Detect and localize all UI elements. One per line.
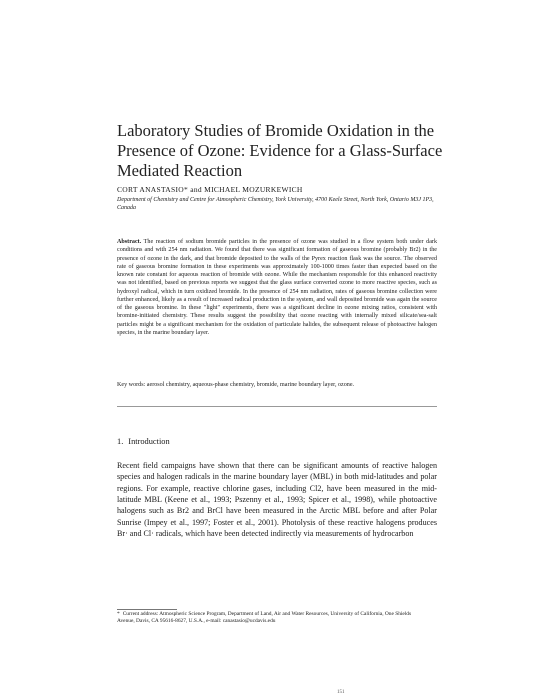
keywords (117, 381, 437, 389)
keywords-text: aerosol chemistry, aqueous-phase chemistry, bromide, marine boundary layer, ozone. (146, 382, 355, 388)
page-number: 151 (337, 690, 345, 695)
section-heading (117, 437, 437, 447)
section-title: Introduction (128, 437, 170, 446)
section-number: 1. (117, 437, 124, 446)
introduction-text: Recent field campaigns have shown that there can be significant amounts of reactive halogen species and halogen radicals in the marine boundary layer (MBL) in both mid-latitudes and polar regions. For example, reactive chlorine gases, including Cl2, have been measured in the mid-latitude MBL (Keene et al., 1993; Pszenny et al., 1993; Spicer et al., 1998), while photoactive halogens such as Br2 and BrCl have been measured in the Arctic MBL before and after Polar Sunrise (Impey et al., 1997; Foster et al., 2001). Photolysis of these reactive halogens produces Br· and Cl· radicals, which have been detected indirectly via measurements of hydrocarbon (117, 461, 437, 539)
abstract-text: The reaction of sodium bromide particles in the presence of ozone was studied in a flow system both under dark conditions and with 254 nm radiation. We found that there was significant formation of gaseous bromine (probably Br2) in the presence of ozone in the dark, and that bromide deposited to the walls of the Pyrex reaction flask was the source. The observed rate of gaseous bromine formation in these experiments was approximately 100-1000 times faster than expected based on the known rate constant for aqueous reaction of bromide with ozone. While the mechanism responsible for this enhanced reactivity was not identified, based on previous reports we suggest that the glass surface converted ozone to more reactive species, such as hydroxyl radical, which in turn oxidized bromide. In the presence of 254 nm radiation, rates of gaseous bromine collection were further enhanced, likely as a result of increased radical production in the system, and wall deposited bromide was again the source of the gaseous bromine. In these "light" experiments, there was a significant decline in ozone mixing ratios, consistent with bromine-initiated chemistry. These results suggest the possibility that ozone reacting with internally mixed silicate/sea-salt particles might be a significant mechanism for the oxidation of particulate halides, the subsequent release of photoactive halogen species, in the marine boundary layer. (117, 239, 437, 336)
footnote-text: Current address: Atmospheric Science Program, Department of Land, Air and Water Resources, University of California, One Shields Avenue, Davis, CA 95616-8627, U.S.A., e-mail: canastasio@ucdavis.edu (117, 611, 412, 625)
author-list: CORT ANASTASIO* and MICHAEL MOZURKEWICH (117, 185, 303, 194)
paper-title: Laboratory Studies of Bromide Oxidation in the Presence of Ozone: Evidence for a Glass-Surface Mediated Reaction (117, 121, 443, 180)
footnote (117, 611, 427, 626)
abstract (117, 238, 437, 337)
keywords-label: Key words: (117, 382, 146, 388)
section-divider (117, 406, 437, 407)
author-affiliation: Department of Chemistry and Centre for Atmospheric Chemistry, York University, 4700 Keele Street, North York, Ontario M3J 1P3, Canada (117, 197, 434, 211)
footnote-mark: * (117, 611, 120, 617)
abstract-label: Abstract. (117, 239, 142, 245)
footnote-divider (117, 609, 177, 610)
